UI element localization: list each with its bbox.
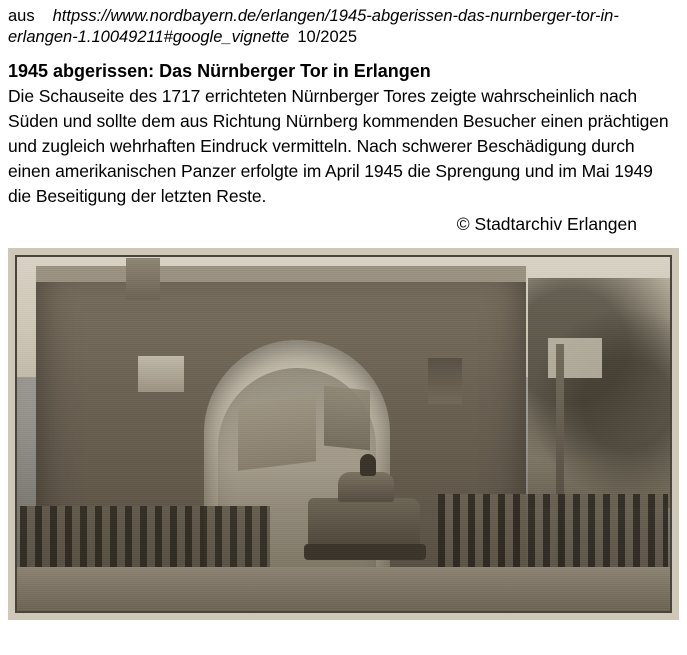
photo-tower xyxy=(126,258,160,300)
photo-wall-niche xyxy=(428,358,462,404)
source-url[interactable]: httpss://www.nordbayern.de/erlangen/1945-abgerissen-das-nurnberger-tor-in-erlangen-1.10049211#google_vignette xyxy=(8,7,619,46)
source-prefix: aus xyxy=(8,7,35,25)
article-body: Die Schauseite des 1717 errichteten Nürnberger Tores zeigte wahrscheinlich nach Süden und sollte dem aus Richtung Nürnberg kommenden Besucher einen prächtigen und zugleich wehrhaften Eindruck vermitteln. Nach schwerer Beschädigung durch einen amerikanischen Panzer erfolgte im April 1945 die Sprengung und im Mai 1949 die Beseitigung der letzten Reste. xyxy=(8,86,669,206)
image-credit: © Stadtarchiv Erlangen xyxy=(456,214,637,234)
historical-photo xyxy=(8,248,679,620)
source-date: 10/2025 xyxy=(297,28,358,46)
page-title: 1945 abgerissen: Das Nürnberger Tor in Erlangen xyxy=(8,61,431,81)
photo-trees-buildings xyxy=(528,278,670,508)
photo-road xyxy=(17,567,670,611)
photo-tank-tracks xyxy=(304,544,426,560)
photo-tank-body xyxy=(308,498,420,550)
photo-gate-cornice xyxy=(36,266,526,282)
photo-banner-right xyxy=(324,386,370,451)
photo-tank-turret xyxy=(338,472,394,502)
photo-tank-crew-figure xyxy=(360,454,376,476)
photo-wall-emblem xyxy=(138,356,184,392)
source-line xyxy=(8,6,679,48)
photo-banner-left xyxy=(238,395,316,471)
